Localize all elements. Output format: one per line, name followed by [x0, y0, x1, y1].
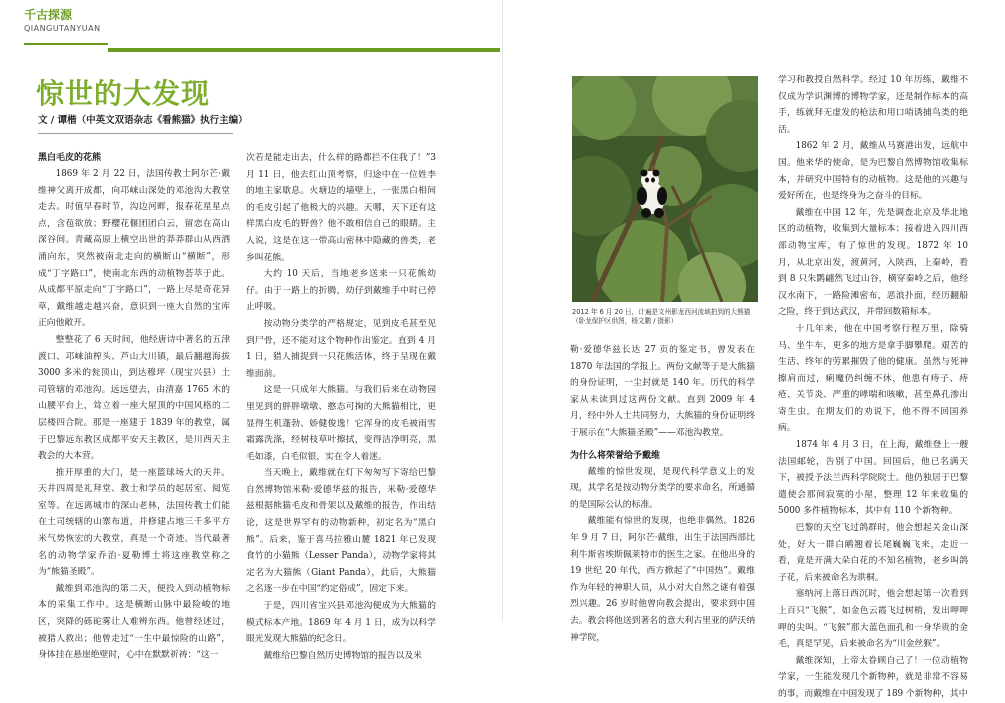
paragraph: 戴维深知，上帝太眷顾自己了！一位动植物学家，一生能发现几个新物种，就是非常不容易的事，而戴维在中国发现了 189 个新物种，其中: [778, 655, 968, 699]
text-column-4: [778, 72, 968, 703]
paragraph: 次若是能走出去，什么样的路都拦不住我了！”3 月 11 日，他去红山顶考察，归途中在一位姓李的地主家歇息。火塘边的墙壁上，一张黑白相间的毛皮引起了他极大的兴趣。天哪，天下还有这样黑白皮毛的野兽？他不敢相信自己的眼睛。主人说，这是在这一带高山密林中隐藏的兽类，老乡叫花熊。: [246, 153, 436, 263]
paragraph: 1869 年 2 月 22 日，法国传教士阿尔芒·戴维神父离开成都，向邛崃山深处的邓池沟大教堂走去。时值早春时节，沟边河畔，报春花星星点点，含苞欲放；野樱花偃团团白云，留恋在高山深谷间。青藏高原上横空出世的莽莽群山从西洒涌向东，突然被南北走向的横断山“横断”，形成“丁字路口”，使南北东西的动植物荟萃于此。从成都平原走向“丁字路口”，一路上尽是奇花异草，戴维越走越兴奋，意识到一座大自然的宝库正向他敞开。: [38, 169, 230, 329]
article-byline: 文 / 谭楷（中英文双语杂志《看熊猫》执行主编）: [38, 115, 248, 126]
paragraph: 戴维到邓池沟的第二天，便投入到动植物标本的采集工作中。这是横断山脉中最险峻的地区，突降的砾砣雾让人难辨东西。他曾经述过，被猎人救出；他曾走过“一生中最惊险的山路”，身体挂在悬崖绝壁时，心中在默默祈祷：“这一: [38, 583, 230, 661]
text-column-2: [246, 150, 436, 664]
subheading: 黑白毛皮的花熊: [38, 153, 102, 163]
photo-caption: 2012 年 6 月 20 日，计遍是文州影龙西河流域拍到的大熊猫（卧龙保护区供图，杨文鹏 / 摄影）: [572, 308, 751, 325]
paragraph: 戴维能有惊世的发现，也绝非偶然。1826 年 9 月 7 日，阿尔芒·戴维，出生于法国西部比利牛斯省埃斯佩莱特市的医生之家。在他出身的 19 世纪 20 年代，西方掀起了“中国热”。戴维作为年轻的神职人员，从小对大自然之谜有着强烈兴趣。26 岁时他曾向教会提出，要求到中国去。教会将他送到著名的意大利古里亚的萨沃纳神学院，: [570, 516, 755, 643]
paragraph: 勒·爱德华兹长达 27 页的鉴定书，曾发表在 1870 年法国的学报上。两份文献等于是大熊猫的身份证明，一尘封就是 140 年。历代的科学家从未读到过这两份文献。直到 2009 年 4 月，经中外人士共同努力，大熊猫的身份证明终于展示在“大熊猫圣殿”——邓池沟教堂。: [570, 345, 755, 438]
paragraph: 大约 10 天后，当地老乡送来一只花熊幼仔。由于一路上的折腾，幼仔到戴维手中时已停止呼吸。: [246, 269, 436, 313]
header-rule: [108, 48, 500, 52]
paragraph: 塞纳河上落日西沉时，他会想起第一次看到上百只“飞猴”，如金色云霞飞过树梢，发出呷呷呷的尖叫。“飞猴”那大蓝色面孔和一身华贵的金毛，真是罕见，后来被命名为“川金丝猴”。: [778, 589, 968, 650]
panda-in-tree-image: [572, 76, 758, 302]
section-header: [24, 8, 504, 34]
paragraph: 整整花了 6 天时间，他经唐诗中著名的五津渡口、邛崃油榨头、芦山大川镇，最后翻越海拔 3000 多米的瓮顶山，到达穆坪（现宝兴县）土司管辖的邓池沟。远远望去，由清嘉 1765 木的山腰平台上，耸立着一座大屋顶的中国风格的二层楼四合院。那是一座建于 1839 年的教堂，属于巴黎远东教区成都平安天主教区，是川西天主教会的大本营。: [38, 334, 230, 462]
paragraph: 按动物分类学的严格规定，见到皮毛甚至见到尸骨，还不能对这个物种作出鉴定。直到 4 月 1 日，猎人捕捉到一只花熊活体，终于呈现在戴维面前。: [246, 318, 436, 379]
paragraph: 当天晚上，戴维就在灯下匆匆写下寄给巴黎自然博物馆米勒·爱德华兹的报告，米勒·爱德华兹根据熊猫毛皮和骨架以及戴维的报告，作出结论，这是世界罕有的动物新种，初定名为“黑白熊”。后来，鉴于喜马拉雅山麓 1821 年已发现食竹的小猫熊（Lesser Panda），动物学家将其定名为大猫熊（Giant Panda），此后，大熊猫之名逐一步在中国“约定俗成”，固定下来。: [246, 468, 436, 595]
paragraph: 戴维在中国 12 年，先是调查北京及华北地区的动植物，收集到大量标本；接着进入四川西部动物宝库，有了惊世的发现。1872 年 10 月，从北京出发，渡黄河，入陕西，上秦岭，看到 8 只朱鹮翩然飞过山谷，横穿秦岭之后，他经汉水南下，一路险滩密布，恶浪扑面，经历翻船之险，终于到达武汉，并带回数箱标本。: [778, 207, 968, 318]
byline-divider: [38, 133, 233, 134]
paragraph: 这是一只成年大熊猫。与我们后来在动物园里见到的胖胖墩墩、憨态可掬的大熊猫相比，更显得生机蓬勃、娇健俊逸！它浑身的皮毛被雨雪霜露洗涤，经树枝草叶擦拭，变得洁净明亮，黑毛如漆，白毛似银，实在令人着迷。: [246, 385, 436, 462]
header-rule-left: [24, 43, 108, 45]
paragraph: 十几年来，他在中国考察行程万里，除骑马、坐牛车，更多的地方是拿手脚攀爬。艰苦的生活、终年的劳累摧毁了他的健康。虽然与死神擦肩而过，痢魔仍纠缠不休，他患有痔子、痔疮、关节炎、严重的哮喘和咳嗽，甚至鼻孔渗出寄生虫。在期友们的劝说下，他不得不回国养病。: [778, 323, 968, 434]
text-column-3: [570, 342, 755, 646]
paragraph: 1874 年 4 月 3 日，在上海，戴维登上一艘法国邮轮，告别了中国。回国后，他已名满天下，被授予法兰西科学院院士。他仍独居于巴黎遣使会那间寂寞的小屋，整理 12 年来收集的 5000 多件植物标本，其中有 110 个新物种。: [778, 440, 968, 517]
paragraph: 1862 年 2 月，戴维从马赛港出发，远航中国。他来华的使命，是为巴黎自然博物馆收集标本，并研究中国特有的动植物。这是他的兴趣与爱好所在，也是终身为之奋斗的目标。: [778, 141, 968, 202]
paragraph: 学习和教授自然科学。经过 10 年历练，戴维不仅成为学识渊博的博物学家，还是制作标本的高手，练就拜无虚发的枪法和用口哨诱捕鸟类的绝活。: [778, 75, 968, 135]
paragraph: 巴黎的天空飞过鸽群时，他会想起关金山深处，好大一群白鹇翘着长尾巍巍飞来，走近一看，竟是开满大朵白花的不知名植物，老乡叫鸽子花，后来被命名为珙桐。: [778, 523, 968, 583]
section-title-en: QIANGUTANYUAN: [24, 24, 101, 33]
paragraph: 推开厚重的大门，是一座篮球场大的天井。天井四周是礼拜堂、教士和学员的起居室、阅览室等。在远离城市的深山老林，法国传教士们能在土司统辖的山寨布道，并修建占地三千多平方米气势恢宏的大教堂，真是一个奇迹。当代最著名的动物学家乔治·夏勒博士将这座教堂称之为“熊猫圣殿”。: [38, 467, 230, 578]
panda-photo: [572, 76, 758, 302]
subheading: 为什么将荣誉给予戴维: [570, 450, 661, 461]
paragraph: 于是，四川省宝兴县邓池沟便成为大熊猫的模式标本产地。1869 年 4 月 1 日，成为以科学眼光发现大熊猫的纪念日。: [246, 601, 436, 645]
text-column-1: [38, 150, 230, 664]
paragraph: 戴维的惊世发现，是现代科学意义上的发现，其学名是按动物分类学的要求命名，所通循的是国际公认的标准。: [570, 466, 755, 510]
paragraph: 戴维给巴黎自然历史博物馆的报告以及米: [263, 650, 422, 661]
article-title: 惊世的大发现: [36, 77, 211, 110]
section-title-cn: 千古探源: [24, 8, 73, 22]
page-gutter: [502, 0, 503, 622]
